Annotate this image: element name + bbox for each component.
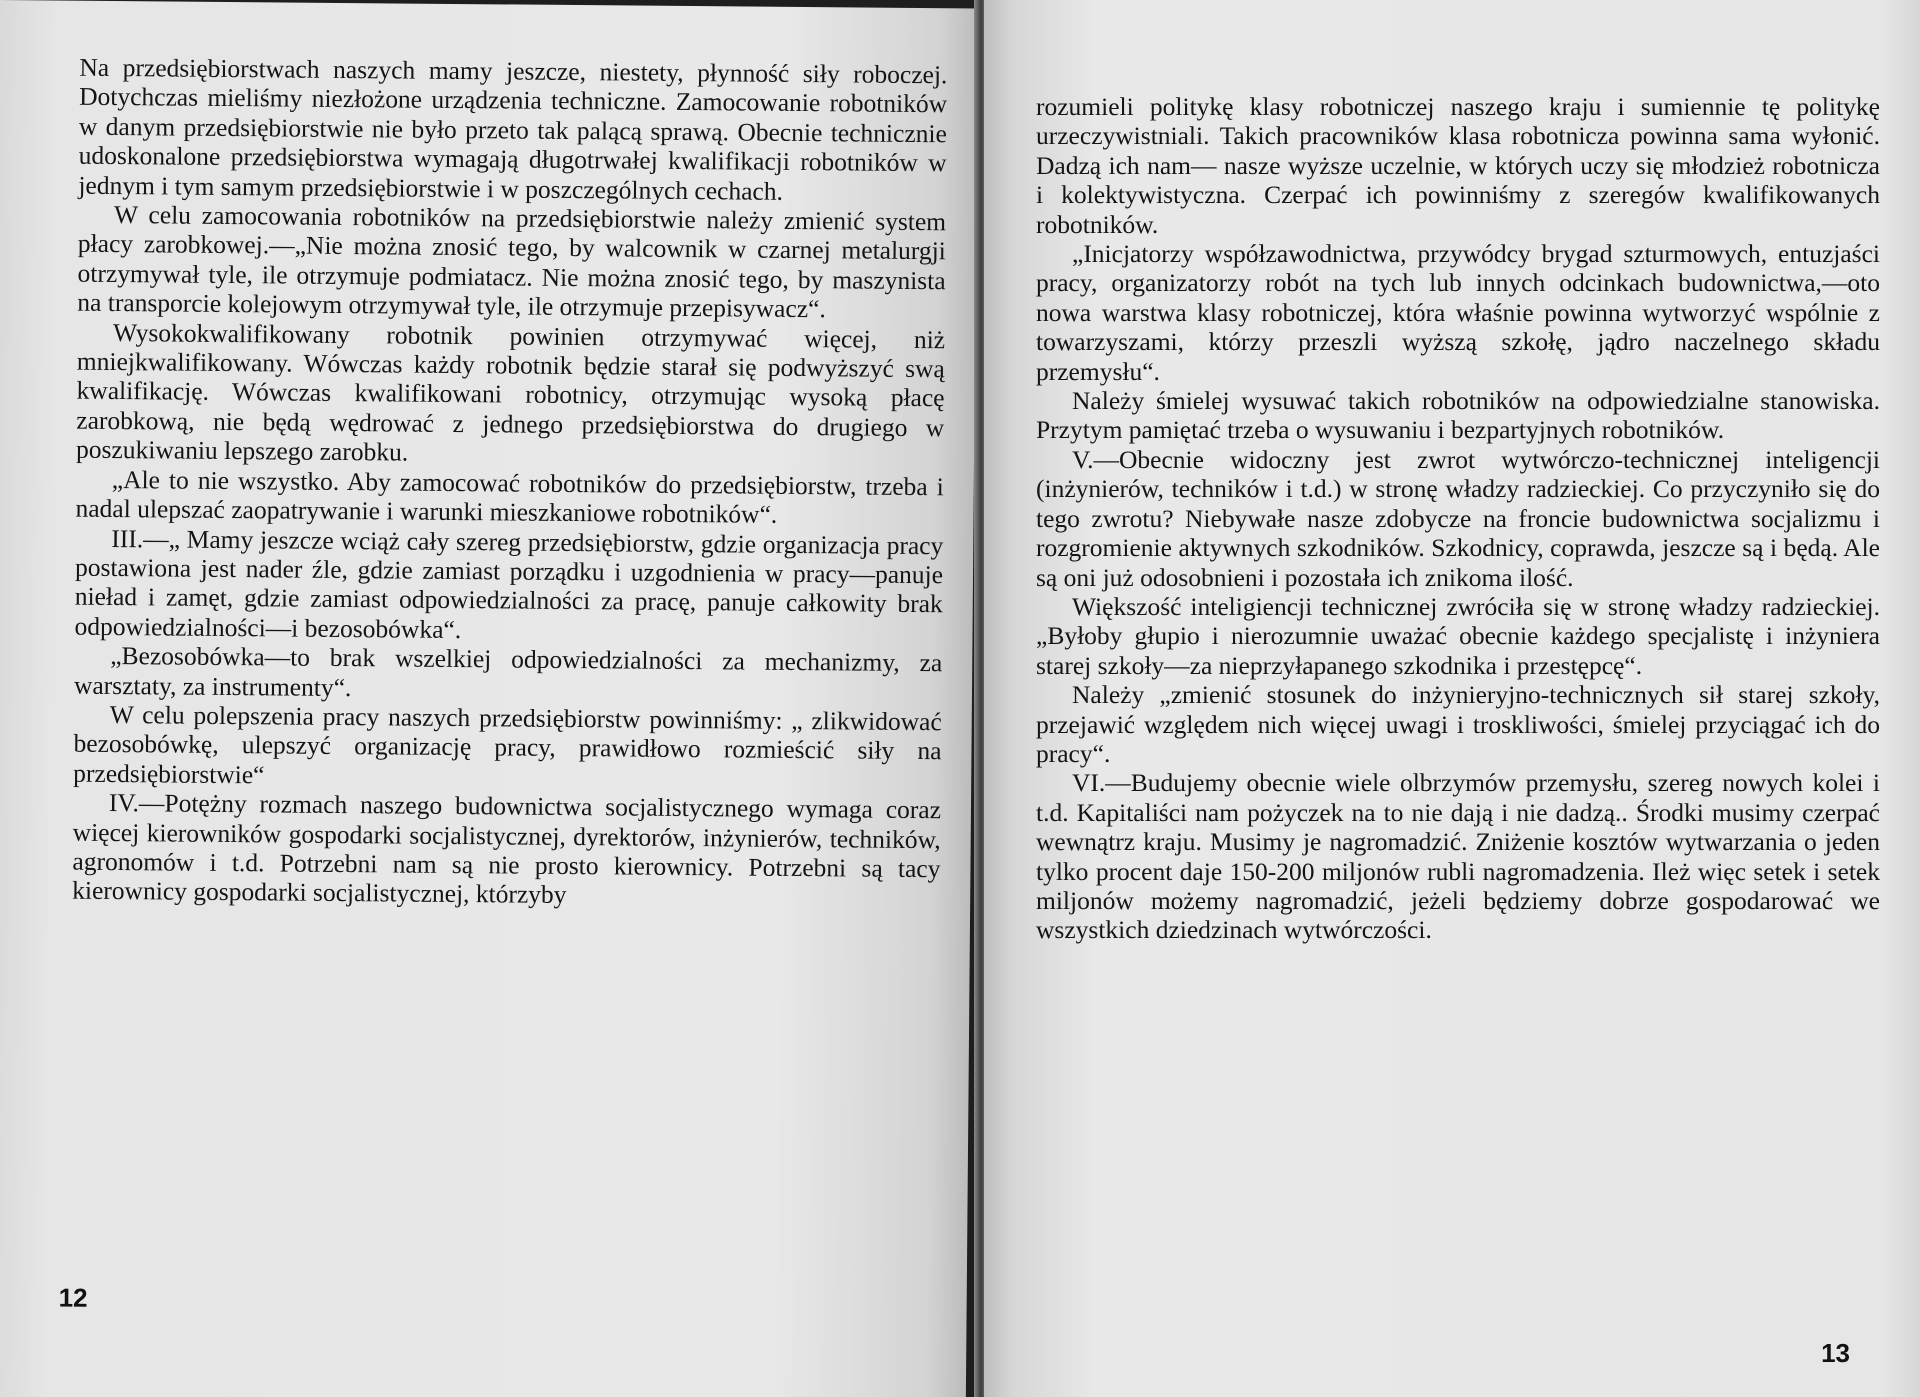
paragraph: „Inicjatorzy współzawodnictwa, przywódcy brygad szturmowych, entuzjaści pracy, organizatorzy robót na tych lub innych odcinkach budownictwa,—oto nowa warstwa klasy robotniczej, która właśnie powinna wytworzyć wspólnie z towarzyszami, którzy przeszli wyższą szkołę, jądro naczelnego składu przemysłu“.	[1036, 239, 1880, 386]
paragraph: rozumieli politykę klasy robotniczej naszego kraju i sumiennie tę politykę urzeczywistniali. Takich pracowników klasa robotnicza powinna sama wyłonić. Dadzą ich nam— nasze wyższe uczelnie, w których uczy się młodzież robotnicza i kolektywistyczna. Czerpać ich powinniśmy z szeregów kwalifikowanych robotników.	[1036, 92, 1880, 239]
paragraph: „Ale to nie wszystko. Aby zamocować robotników do przedsiębiorstw, trzeba i nadal ulepszać zaopatrywanie i warunki mieszkaniowe robotników“.	[75, 464, 944, 529]
paragraph: Należy śmielej wysuwać takich robotników na odpowiedzialne stanowiska. Przytym pamiętać trzeba o wysuwaniu i bezpartyjnych robotników.	[1036, 386, 1880, 445]
paragraph: W celu polepszenia pracy naszych przedsiębiorstw powinniśmy: „ zlikwidować bezosobówkę, ulepszyć organizację pracy, prawidłowo rozmieścić siły na przedsiębiorstwie“	[73, 699, 942, 790]
paragraph: „Bezosobówka—to brak wszelkiej odpowiedzialności za mechanizmy, za warsztaty, za instrumenty“.	[73, 641, 943, 702]
paragraph: IV.—Potężny rozmach naszego budownictwa socjalistycznego wymaga coraz więcej kierowników gospodarki socjalistycznej, dyrektorów, inżynierów, techników, agronomów i t.d. Potrzebni nam są nie prosto kierownicy. Potrzebni są tacy kierownicy gospodarki socjalistycznej, którzyby	[72, 788, 942, 910]
paragraph: III.—„ Mamy jeszcze wciąż cały szereg przedsiębiorstw, gdzie organizacja pracy postawiona jest nader źle, gdzie zamiast porządku i uzgodnienia w pracy—panuje nieład i zamęt, gdzie zamiast odpowiedzialności za pracę, panuje całkowity brak odpowiedzialności—i bezosobówka“.	[74, 523, 944, 644]
page-number-left: 12	[58, 1282, 88, 1313]
paragraph: Większość inteligiencji technicznej zwróciła się w stronę władzy radzieckiej. „Byłoby głupio i nierozumnie uważać obecnie każdego specjalistę i inżyniera starej szkoły—za nieprzyłapanego szkodnika i przestępcę“.	[1036, 591, 1880, 680]
paragraph: Wysokokwalifikowany robotnik powinien otrzymywać więcej, niż mniejkwalifikowany. Wówczas każdy robotnik będzie starał się podwyższyć swą kwalifikację. Wówczas kwalifikowani robotnicy, otrzymując wysoką płacę zarobkową, nie będą wędrować z jednego przedsiębiorstwa do drugiego w poszukiwaniu lepszego zarobku.	[75, 317, 946, 467]
paragraph: W celu zamocowania robotników na przedsiębiorstwie należy zmienić system płacy zarobkowej.—„Nie można znosić tego, by walcownik w czarnej metalurgji otrzymywał tyle, ile otrzymuje podmiatacz. Nie można znosić tego, by maszynista na transporcie kolejowym otrzymywał tyle, ile otrzymuje przepisywacz“.	[77, 200, 947, 324]
paragraph: Należy „zmienić stosunek do inżynieryjno-technicznych sił starej szkoły, przejawić względem nich więcej uwagi i troskliwości, śmielej przyciągać ich do pracy“.	[1036, 680, 1880, 768]
page-number-right: 13	[1821, 1338, 1850, 1368]
right-page	[984, 0, 1920, 1397]
paragraph: VI.—Budujemy obecnie wiele olbrzymów przemysłu, szereg nowych kolei i t.d. Kapitaliści nam pożyczek na to nie dają i nie dadzą.. Środki musimy czerpać wewnątrz kraju. Musimy je nagromadzić. Zniżenie kosztów wytwarzania o jeden tylko procent daje 150-200 miljonów rubli nagromadzenia. Ileż więc setek i setek miljonów możemy nagromadzić, jeżeli będziemy dobrze gospodarować we wszystkich dziedzinach wytwórczości.	[1036, 768, 1880, 945]
paragraph: V.—Obecnie widoczny jest zwrot wytwórczo-technicznej inteligencji (inżynierów, techników i t.d.) w stronę władzy radzieckiej. Co przyczyniło się do tego zwrotu? Niebywałe nasze zdobycze na froncie budownictwa socjalizmu i rozgromienie aktywnych szkodników. Szkodnicy, coprawda, jeszcze są i będą. Ale są oni już odosobnieni i pozostała ich znikoma ilość.	[1036, 444, 1880, 592]
left-page-text	[72, 53, 947, 913]
right-page-text	[1036, 92, 1880, 945]
paragraph: Na przedsiębiorstwach naszych mamy jeszcze, niestety, płynność siły roboczej. Dotychczas mieliśmy niezłożone urządzenia techniczne. Zamocowanie robotników w danym przedsiębiorstwie nie było przeto tak palącą sprawą. Obecnie technicznie udoskonalone przedsiębiorstwa wymagają długotrwałej kwalifikacji robotników w jednym i tym samym przedsiębiorstwie i w poszczególnych cechach.	[78, 52, 948, 206]
